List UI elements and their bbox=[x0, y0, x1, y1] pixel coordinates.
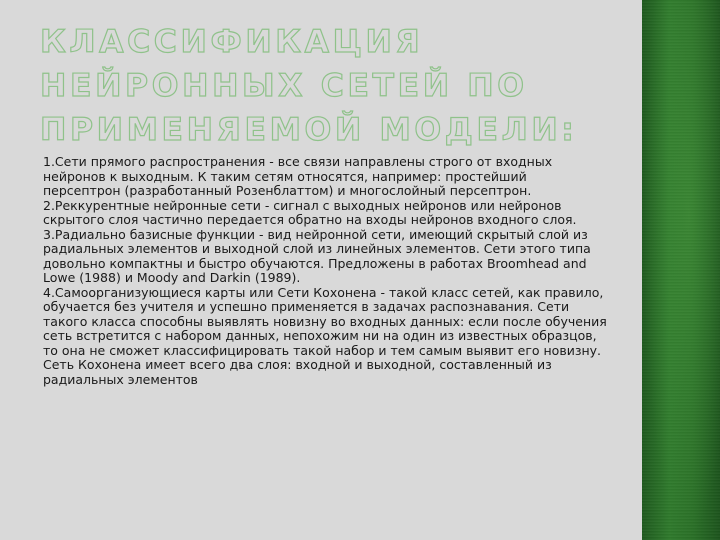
paragraph-radial-basis: 3.Радиально базисные функции - вид нейронной сети, имеющий скрытый слой из радиальных элементов и выходной слой из линейных элементов. Сети этого типа довольно компактны и быстро обучаются. Предложены в работах Broomhead and Lowe (1988) и Moody and Darkin (1989). bbox=[43, 226, 591, 285]
slide-body bbox=[43, 155, 608, 387]
paragraph-recurrent: 2.Реккурентные нейронные сети - сигнал с выходных нейронов или нейронов скрытого слоя частично передается обратно на входы нейронов входного слоя. bbox=[43, 197, 577, 227]
paragraph-kohonen: 4.Самоорганизующиеся карты или Сети Кохонена - такой класс сетей, как правило, обучается без учителя и успешно применяется в задачах распознавания. Сети такого класса способны выявлять новизну во входных данных: если после обучения сеть встретится с набором данных, непохожим ни на один из известных образцов, то она не сможет классифицировать такой набор и тем самым выявит его новизну. Сеть Кохонена имеет всего два слоя: входной и выходной, составленный из радиальных элементов bbox=[43, 284, 607, 387]
slide-title: КЛАССИФИКАЦИЯ НЕЙРОННЫХ СЕТЕЙ ПО ПРИМЕНЯЕМОЙ МОДЕЛИ: bbox=[40, 24, 578, 148]
paragraph-feedforward: 1.Сети прямого распространения - все связи направлены строго от входных нейронов к выходным. К таким сетям относятся, например: простейший персептрон (разработанный Розенблаттом) и многослойный персептрон. bbox=[43, 154, 553, 198]
side-strip-texture bbox=[642, 0, 720, 540]
decorative-side-strip bbox=[642, 0, 720, 540]
